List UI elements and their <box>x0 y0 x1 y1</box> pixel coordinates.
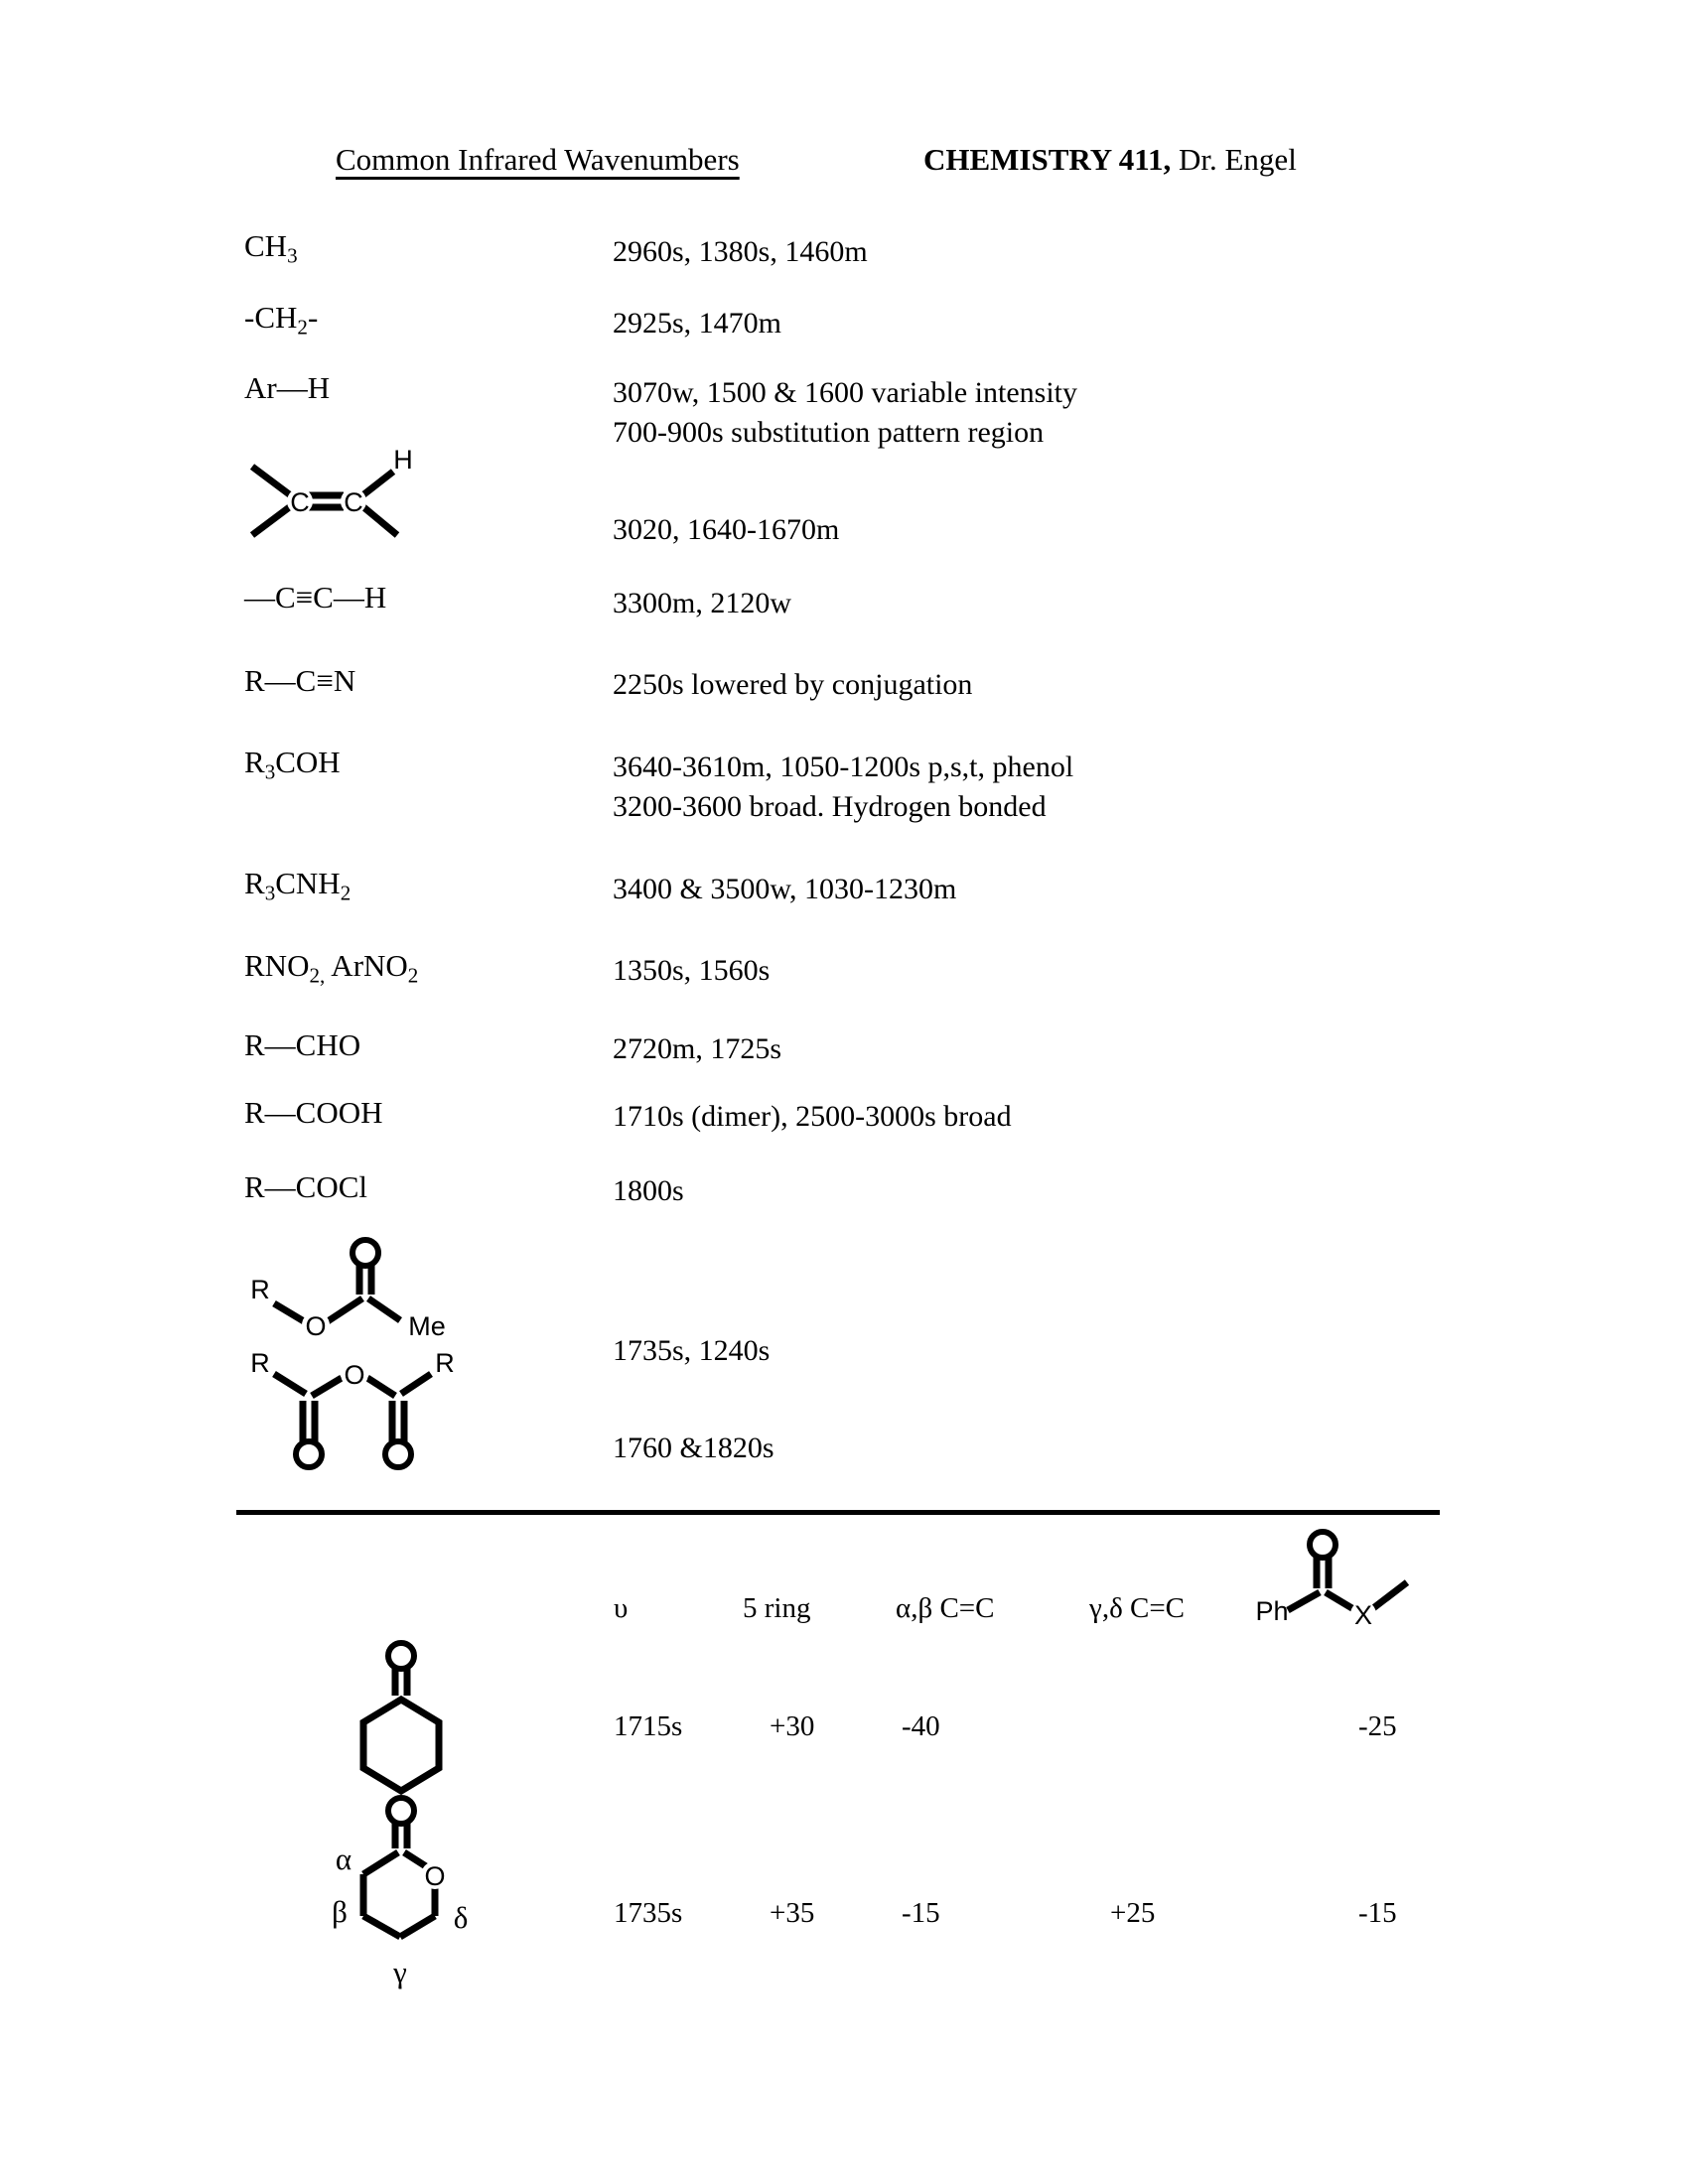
instructor-name: Dr. Engel <box>1179 142 1297 177</box>
values-ch2: 2925s, 1470m <box>613 307 782 340</box>
alkene-structure <box>234 437 433 556</box>
table-row2-gd: +25 <box>1110 1897 1156 1929</box>
values-nitrile: 2250s lowered by conjugation <box>613 668 973 701</box>
table-header-nu: υ <box>614 1592 629 1624</box>
formula-aldehyde: R—CHO <box>244 1027 361 1062</box>
table-row2-5ring: +35 <box>770 1897 815 1929</box>
label-alpha: α <box>335 1842 352 1876</box>
svg-text:Me: Me <box>408 1311 446 1341</box>
table-header-ab-cc: α,β C=C <box>896 1592 995 1624</box>
ester-structure <box>236 1237 494 1366</box>
formula-ch3: $CH_3$ <box>244 228 298 268</box>
course-name: CHEMISTRY 411, <box>923 142 1172 177</box>
formula-acid-chloride: R—COCl <box>244 1169 368 1204</box>
formula-nitro: $RNO_{2,}$ ArNO$_2$ <box>244 948 419 988</box>
course-header <box>923 142 1297 178</box>
values-alkene: 3020, 1640-1670m <box>613 513 840 546</box>
formula-arh: Ar—H <box>244 370 331 405</box>
svg-text:O: O <box>344 1360 365 1390</box>
label-gamma: γ <box>393 1955 407 1989</box>
page-title: Common Infrared Wavenumbers <box>336 142 740 177</box>
anhydride-structure <box>236 1348 494 1495</box>
svg-text:X: X <box>1353 1600 1373 1630</box>
values-arh: 3070w, 1500 & 1600 variable intensity 700-900s substitution pattern region <box>613 376 1077 449</box>
values-nitro: 1350s, 1560s <box>613 954 771 987</box>
values-aldehyde: 2720m, 1725s <box>613 1032 782 1065</box>
svg-text:O: O <box>305 1311 327 1341</box>
formula-amine: $R_3CNH_2$ <box>244 866 352 905</box>
section-divider <box>236 1510 1440 1515</box>
formula-alkyne: —C≡C—H <box>244 580 387 614</box>
values-ester: 1735s, 1240s <box>613 1334 771 1367</box>
table-row1-ab: -40 <box>902 1710 940 1742</box>
table-row1-5ring: +30 <box>770 1710 815 1742</box>
table-header-5ring: 5 ring <box>743 1592 811 1624</box>
values-ch3: 2960s, 1380s, 1460m <box>613 235 868 268</box>
label-delta: δ <box>453 1900 469 1935</box>
values-acid-chloride: 1800s <box>613 1174 684 1207</box>
table-row2-ab: -15 <box>902 1897 940 1929</box>
svg-text:R: R <box>250 1348 270 1378</box>
values-carboxylic-acid: 1710s (dimer), 2500-3000s broad <box>613 1100 1012 1133</box>
values-amine: 3400 & 3500w, 1030-1230m <box>613 873 957 905</box>
svg-text:R: R <box>435 1348 455 1378</box>
values-alkyne: 3300m, 2120w <box>613 587 791 619</box>
phenyl-ketone-structure <box>1246 1519 1435 1638</box>
svg-text:R: R <box>250 1275 270 1304</box>
table-row2-nu: 1735s <box>614 1897 683 1929</box>
alkene-h-label: H <box>393 445 413 475</box>
formula-ch2: $-CH_2-$ <box>244 300 319 340</box>
values-alcohol: 3640-3610m, 1050-1200s p,s,t, phenol 3200-3600 broad. Hydrogen bonded <box>613 751 1074 823</box>
formula-nitrile: R—C≡N <box>244 663 356 698</box>
svg-text:O: O <box>424 1861 446 1891</box>
cyclohexanone-structure <box>338 1638 516 1827</box>
svg-text:Ph: Ph <box>1255 1596 1289 1626</box>
label-beta: β <box>332 1894 348 1929</box>
table-row1-phx: -25 <box>1358 1710 1397 1742</box>
formula-carboxylic-acid: R—COOH <box>244 1095 383 1130</box>
svg-text:C: C <box>344 487 363 517</box>
values-anhydride: 1760 &1820s <box>613 1432 774 1464</box>
table-row1-nu: 1715s <box>614 1710 683 1742</box>
svg-text:C: C <box>290 487 310 517</box>
table-row2-phx: -15 <box>1358 1897 1397 1929</box>
formula-alcohol: $R_3COH$ <box>244 745 341 784</box>
table-header-gd-cc: γ,δ C=C <box>1089 1592 1186 1624</box>
lactone-structure <box>298 1807 506 2015</box>
